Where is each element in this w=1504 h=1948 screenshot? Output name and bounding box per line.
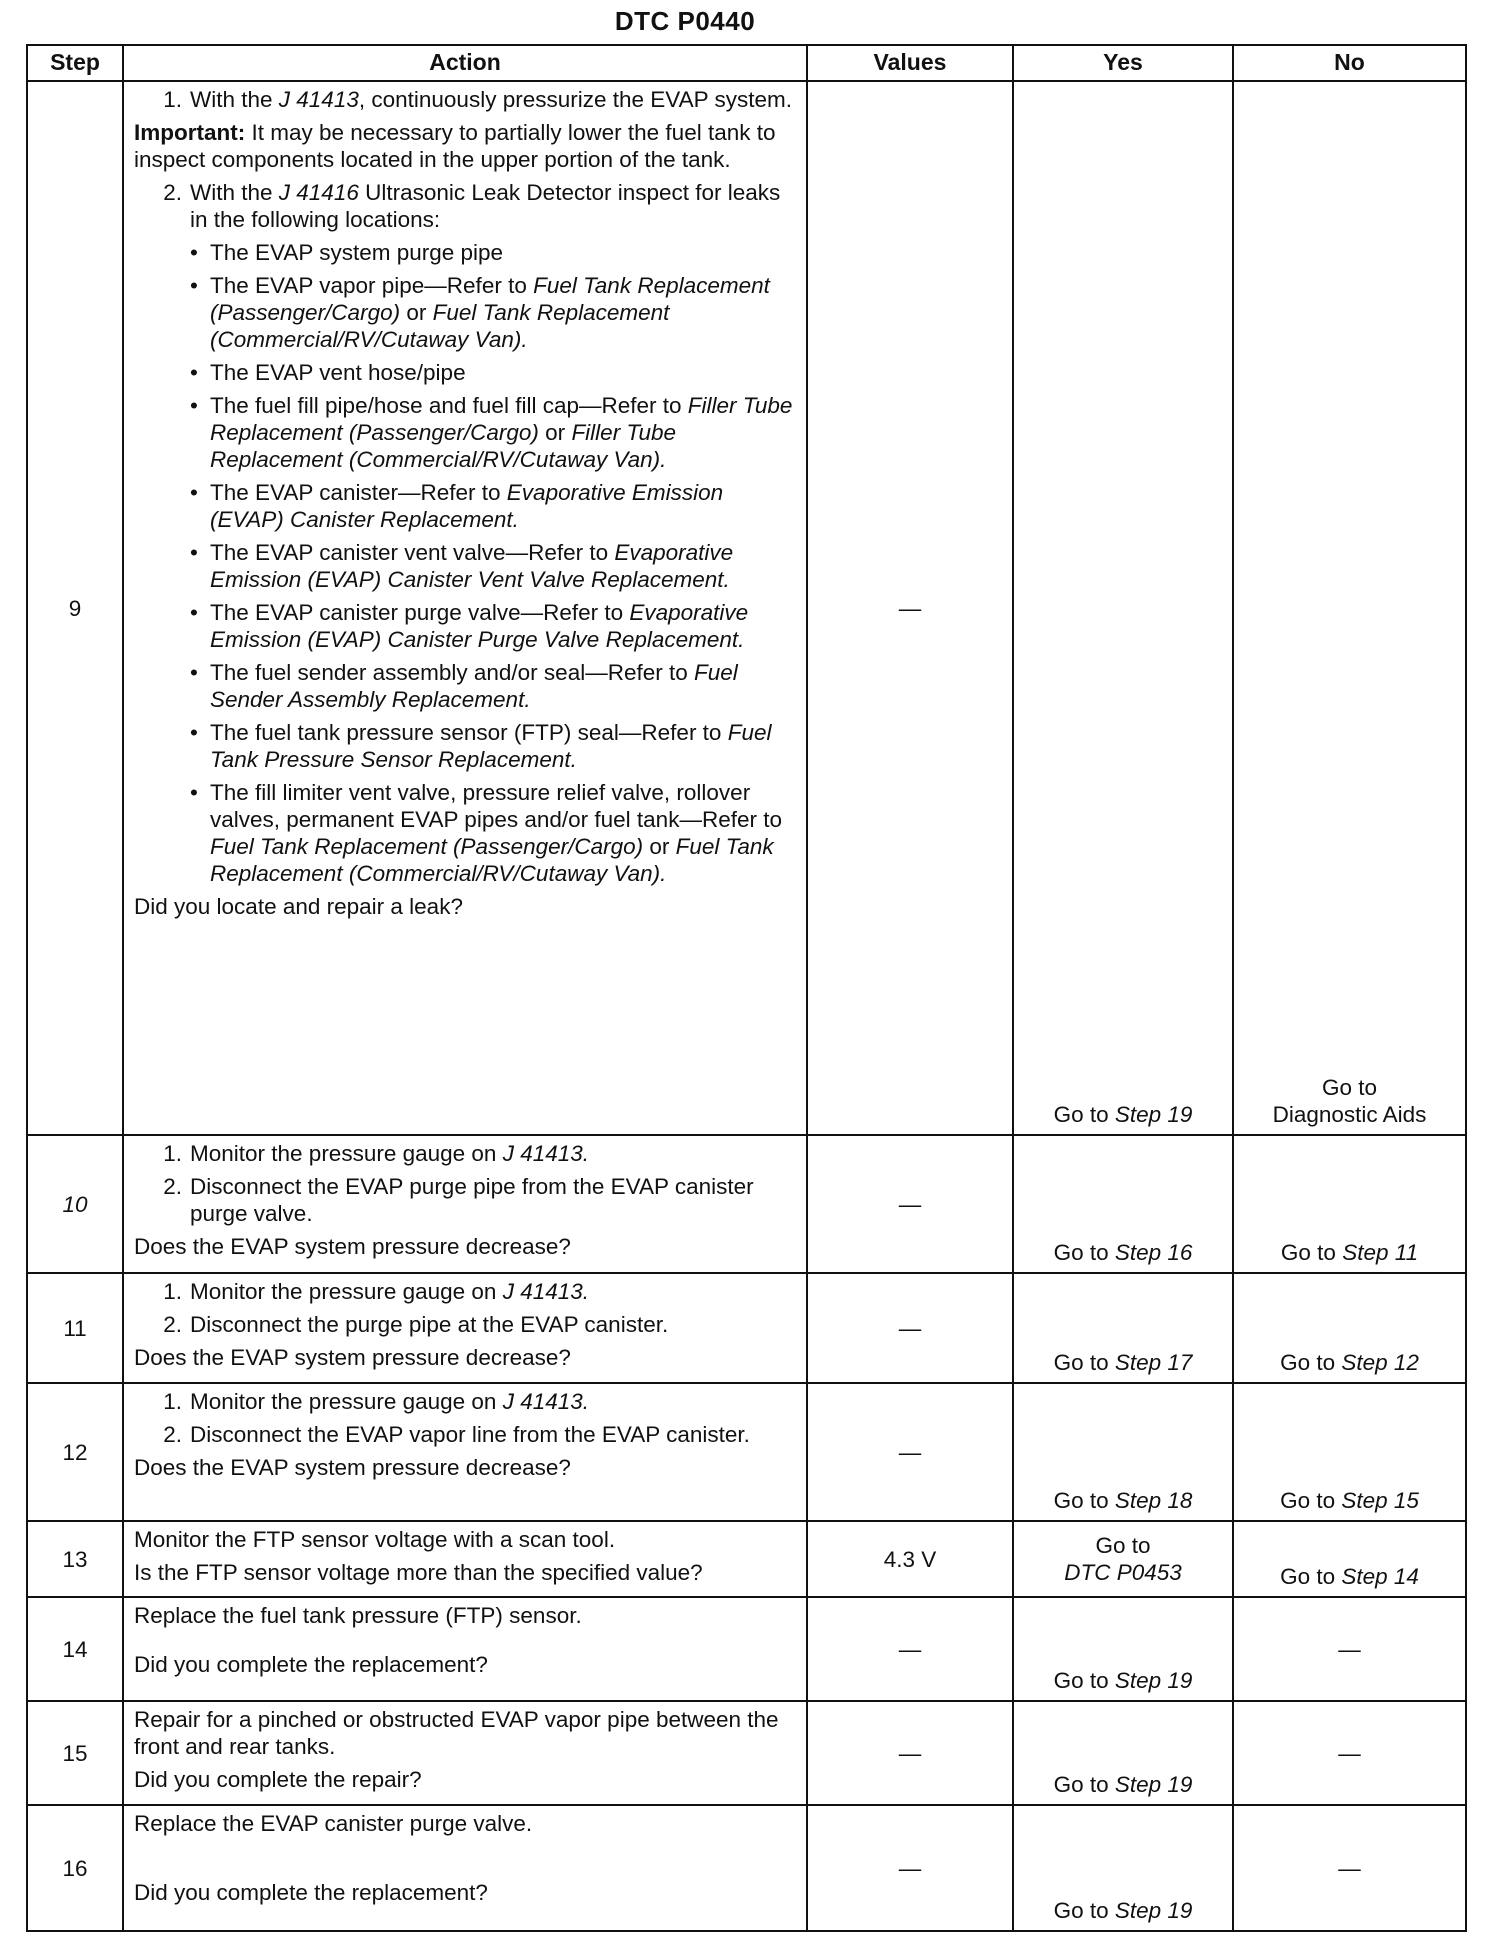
table-row-step-10	[27, 1135, 1466, 1273]
value-cell: —	[807, 1597, 1013, 1701]
no-cell: —	[1233, 1805, 1466, 1931]
list-item: • The EVAP system purge pipe	[190, 240, 504, 265]
step-number: 10	[27, 1135, 123, 1273]
instruction: 2. Disconnect the EVAP purge pipe from the EVAP canister purge valve.	[163, 1174, 754, 1226]
yes-cell: Go to Step 19	[1013, 1701, 1233, 1805]
question: Does the EVAP system pressure decrease?	[134, 1345, 571, 1370]
list-item: • The EVAP canister purge valve—Refer to Evaporative Emission (EVAP) Canister Purge Valve Replacement.	[190, 600, 749, 652]
value-cell: —	[807, 1273, 1013, 1383]
table-row-step-11	[27, 1273, 1466, 1383]
yes-step-ref: Step 19	[1114, 1898, 1193, 1923]
no-step-ref: Step 12	[1341, 1350, 1419, 1375]
instruction: Replace the fuel tank pressure (FTP) sensor.	[134, 1603, 582, 1628]
instruction: 1. Monitor the pressure gauge on J 41413.	[163, 1141, 590, 1166]
question: Is the FTP sensor voltage more than the specified value?	[134, 1560, 703, 1585]
value-cell: —	[807, 1383, 1013, 1521]
action-cell	[123, 1597, 807, 1701]
step-number: 15	[27, 1701, 123, 1805]
yes-step-ref: Step 19	[1114, 1102, 1193, 1127]
yes-step-ref: DTC P0453	[1064, 1560, 1182, 1585]
list-item: • The fuel tank pressure sensor (FTP) seal—Refer to Fuel Tank Pressure Sensor Replacement.	[190, 720, 772, 772]
table-row-step-9	[27, 81, 1466, 1135]
question: Did you complete the repair?	[134, 1767, 422, 1792]
action-cell	[123, 1521, 807, 1597]
question: Does the EVAP system pressure decrease?	[134, 1234, 571, 1259]
action-cell	[123, 1805, 807, 1931]
yes-step-ref: Step 19	[1114, 1772, 1193, 1797]
step-number: 12	[27, 1383, 123, 1521]
list-item: • The EVAP canister—Refer to Evaporative Emission (EVAP) Canister Replacement.	[190, 480, 724, 532]
action-cell	[123, 1383, 807, 1521]
instruction: Repair for a pinched or obstructed EVAP vapor pipe between the front and rear tanks.	[134, 1707, 779, 1759]
value-cell: —	[807, 1805, 1013, 1931]
question: Did you locate and repair a leak?	[134, 894, 463, 919]
instruction: Monitor the FTP sensor voltage with a scan tool.	[134, 1527, 616, 1552]
yes-cell: Go to Step 17	[1013, 1273, 1233, 1383]
header-yes: Yes	[1013, 45, 1233, 81]
no-cell: —	[1233, 1597, 1466, 1701]
table-row-step-16	[27, 1805, 1466, 1931]
list-item: • The EVAP vent hose/pipe	[190, 360, 466, 385]
header-row	[27, 45, 1466, 81]
instruction: 2. Disconnect the EVAP vapor line from the EVAP canister.	[163, 1422, 750, 1447]
header-values: Values	[807, 45, 1013, 81]
step-number: 11	[27, 1273, 123, 1383]
no-step-ref: Step 15	[1341, 1488, 1419, 1513]
question: Did you complete the replacement?	[134, 1880, 488, 1905]
table-row-step-12	[27, 1383, 1466, 1521]
value-cell: 4.3 V	[807, 1521, 1013, 1597]
yes-cell: Go to Step 19	[1013, 1805, 1233, 1931]
step-number: 16	[27, 1805, 123, 1931]
no-cell: Go to Step 11	[1233, 1135, 1466, 1273]
yes-step-ref: Step 16	[1114, 1240, 1193, 1265]
value-cell: —	[807, 1701, 1013, 1805]
yes-step-ref: Step 18	[1114, 1488, 1193, 1513]
action-cell	[123, 1135, 807, 1273]
important-note: Important: It may be necessary to partially lower the fuel tank to inspect components located in the upper portion of the tank.	[134, 120, 776, 172]
value-cell: —	[807, 81, 1013, 1135]
step-number: 13	[27, 1521, 123, 1597]
no-step-ref: Diagnostic Aids	[1272, 1102, 1427, 1127]
list-item: • The fuel sender assembly and/or seal—Refer to Fuel Sender Assembly Replacement.	[190, 660, 738, 712]
action-cell	[123, 1701, 807, 1805]
instruction: 1. Monitor the pressure gauge on J 41413.	[163, 1389, 590, 1414]
instruction: 2. Disconnect the purge pipe at the EVAP canister.	[163, 1312, 669, 1337]
yes-cell: Go to Step 16	[1013, 1135, 1233, 1273]
action-cell	[123, 81, 807, 1135]
instruction: Replace the EVAP canister purge valve.	[134, 1811, 533, 1836]
question: Did you complete the replacement?	[134, 1652, 488, 1677]
no-step-ref: Step 11	[1342, 1240, 1419, 1265]
no-step-ref: Step 14	[1341, 1564, 1419, 1589]
list-item: • The fuel fill pipe/hose and fuel fill cap—Refer to Filler Tube Replacement (Passenger/Cargo) or Filler Tube Replacement (Commercial/RV/Cutaway Van).	[190, 393, 793, 472]
table-row-step-15	[27, 1701, 1466, 1805]
yes-cell: Go to Step 19	[1013, 81, 1233, 1135]
header-action: Action	[123, 45, 807, 81]
header-no: No	[1233, 45, 1466, 81]
action-cell	[123, 1273, 807, 1383]
header-step: Step	[27, 45, 123, 81]
no-cell: Go to Step 12	[1233, 1273, 1466, 1383]
no-cell: Go to Diagnostic Aids	[1233, 81, 1466, 1135]
list-item: • The fill limiter vent valve, pressure relief valve, rollover valves, permanent EVAP pipes and/or fuel tank—Refer to Fuel Tank Replacement (Passenger/Cargo) or Fuel Tank Replacement (Commercial/RV/Cutaway Van).	[190, 780, 782, 886]
step-number: 14	[27, 1597, 123, 1701]
table-row-step-14	[27, 1597, 1466, 1701]
diagnostic-table	[26, 44, 1467, 1932]
question: Does the EVAP system pressure decrease?	[134, 1455, 571, 1480]
yes-cell: Go to DTC P0453	[1013, 1521, 1233, 1597]
list-item: • The EVAP vapor pipe—Refer to Fuel Tank Replacement (Passenger/Cargo) or Fuel Tank Replacement (Commercial/RV/Cutaway Van).	[190, 273, 770, 352]
step-number: 9	[27, 81, 123, 1135]
no-cell: Go to Step 14	[1233, 1521, 1466, 1597]
list-item: • The EVAP canister vent valve—Refer to Evaporative Emission (EVAP) Canister Vent Valve Replacement.	[190, 540, 734, 592]
instruction: 1. With the J 41413, continuously pressurize the EVAP system.	[163, 87, 792, 112]
yes-step-ref: Step 17	[1114, 1350, 1193, 1375]
table-row-step-13	[27, 1521, 1466, 1597]
yes-cell: Go to Step 18	[1013, 1383, 1233, 1521]
instruction: 1. Monitor the pressure gauge on J 41413.	[163, 1279, 590, 1304]
yes-step-ref: Step 19	[1114, 1668, 1193, 1693]
no-cell: —	[1233, 1701, 1466, 1805]
no-cell: Go to Step 15	[1233, 1383, 1466, 1521]
yes-cell: Go to Step 19	[1013, 1597, 1233, 1701]
instruction: 2. With the J 41416 Ultrasonic Leak Detector inspect for leaks in the following locations:	[163, 180, 781, 232]
value-cell: —	[807, 1135, 1013, 1273]
page-title: DTC P0440	[614, 6, 756, 36]
